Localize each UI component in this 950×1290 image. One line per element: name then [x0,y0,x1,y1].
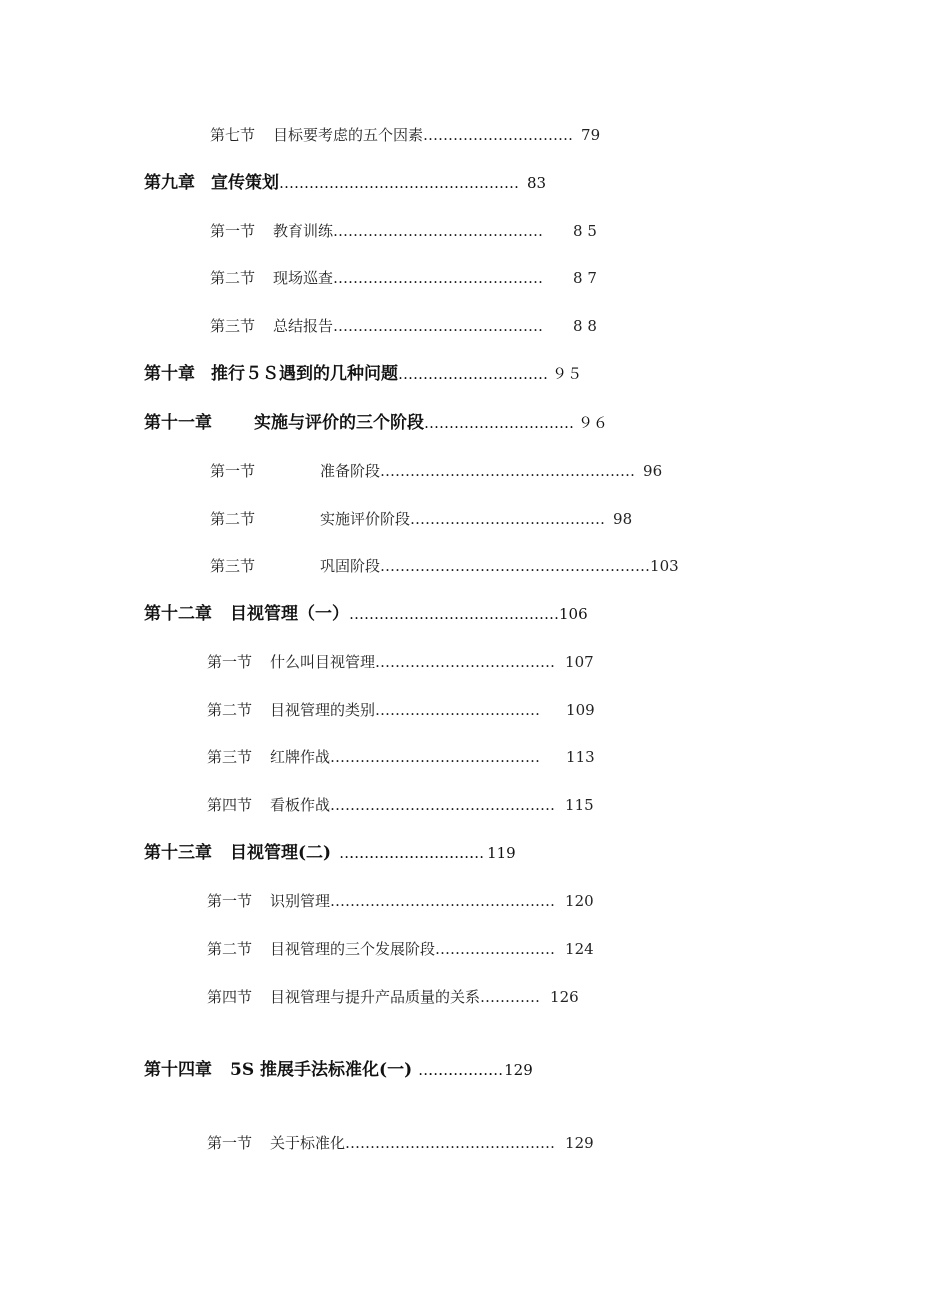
leader-dots: ………………………… [398,365,548,383]
page-number: 98 [613,510,633,528]
section-title: 目标要考虑的五个因素 [273,126,424,144]
chapter-number: 第十三章 [144,843,212,863]
page-number: 103 [650,557,679,575]
leader-dots: ……………………………………………… [380,557,651,575]
toc-chapter-entry [144,843,516,863]
toc-entry [207,747,595,767]
chapter-title: 5S 推展手法标准化(一) [230,1060,413,1080]
chapter-number: 第十章 [144,364,195,384]
chapter-title: 目视管理(二) [230,843,332,863]
page-number: 106 [559,605,588,623]
section-title: 什么叫目视管理 [270,653,376,671]
chapter-title: 推行５Ｓ遇到的几种问题 [211,364,398,384]
section-number: 第三节 [210,557,256,575]
page-number: 129 [504,1061,533,1079]
section-number: 第二节 [210,269,256,287]
section-number: 第二节 [207,940,253,958]
section-title: 实施评价阶段 [320,510,411,528]
page-number: ９６ [578,414,609,432]
section-title: 教育训练 [273,222,334,240]
page-number: 113 [566,748,595,766]
section-number: 第四节 [207,988,253,1006]
page-number: 119 [487,844,516,862]
toc-chapter-entry [144,173,546,193]
toc-chapter-entry [144,1060,533,1080]
section-title: 看板作战 [270,796,331,814]
section-title: 目视管理与提升产品质量的关系 [270,988,481,1006]
page-number: 107 [565,653,594,671]
leader-dots: …………………………………… [339,844,480,862]
section-title: 红牌作战 [270,748,331,766]
page-number: 96 [643,462,663,480]
page-number: 79 [581,126,601,144]
section-number: 第四节 [207,796,253,814]
page-number: 8 8 [573,317,597,335]
section-number: 第一节 [207,1134,253,1152]
section-title: 目视管理的类别 [270,701,376,719]
chapter-number: 第九章 [144,173,195,193]
chapter-title: 宣传策划 [211,173,279,193]
toc-entry [210,461,662,481]
chapter-title: 实施与评价的三个阶段 [254,413,424,433]
toc-entry [210,221,597,241]
leader-dots: ……………………………………… [330,796,556,814]
leader-dots: …………………………………… [333,269,544,287]
page-number: 126 [550,988,579,1006]
leader-dots: ……………………………………… [330,892,556,910]
toc-entry [207,700,595,720]
section-title: 关于标准化 [270,1134,346,1152]
leader-dots: ……………………………… [375,653,556,671]
page-number: 8 5 [573,222,597,240]
page-number: 8 7 [573,269,597,287]
leader-dots: ………………………………………… [279,174,519,192]
chapter-number: 第十四章 [144,1060,212,1080]
leader-dots: …………………………………… [333,222,544,240]
page-number: 124 [565,940,594,958]
leader-dots: ………… [480,988,541,1006]
section-number: 第一节 [207,892,253,910]
section-number: 第三节 [210,317,256,335]
leader-dots: …………………………………… [349,605,559,623]
leader-dots: ………………………… [423,126,574,144]
toc-entry [210,556,679,576]
leader-dots: ………………………… [424,414,574,432]
section-title: 现场巡查 [273,269,334,287]
page-number: 83 [527,174,547,192]
section-number: 第三节 [207,748,253,766]
section-title: 总结报告 [273,317,334,335]
toc-entry [210,509,632,529]
section-number: 第七节 [210,126,256,144]
page-number: 109 [566,701,595,719]
toc-entry [207,891,594,911]
toc-entry [210,316,597,336]
page-number: 120 [565,892,594,910]
toc-entry [207,795,594,815]
chapter-number: 第十二章 [144,604,212,624]
toc-entry [210,125,600,145]
toc-chapter-entry [144,604,588,624]
toc-chapter-entry [144,364,582,384]
toc-entry [207,1133,594,1153]
section-number: 第一节 [210,462,256,480]
page-number: 115 [565,796,594,814]
toc-entry [207,652,594,672]
leader-dots: …………………………………… [333,317,544,335]
leader-dots: …………………… [418,1061,499,1079]
toc-entry [207,987,579,1007]
toc-entry [210,268,597,288]
leader-dots: ………………………………… [410,510,606,528]
chapter-number: 第十一章 [144,413,212,433]
section-title: 巩固阶段 [320,557,381,575]
section-number: 第一节 [210,222,256,240]
section-number: 第二节 [210,510,256,528]
leader-dots: …………………… [435,940,556,958]
section-number: 第一节 [207,653,253,671]
chapter-title: 目视管理（一） [230,604,349,624]
page-number: ９５ [552,365,583,383]
toc-entry [207,939,594,959]
section-number: 第二节 [207,701,253,719]
section-title: 目视管理的三个发展阶段 [270,940,436,958]
leader-dots: …………………………………………… [380,462,636,480]
leader-dots: …………………………… [375,701,541,719]
section-title: 识别管理 [270,892,331,910]
page-number: 129 [565,1134,594,1152]
leader-dots: …………………………………… [345,1134,556,1152]
leader-dots: …………………………………… [330,748,541,766]
section-title: 准备阶段 [320,462,381,480]
toc-chapter-entry [144,413,608,433]
